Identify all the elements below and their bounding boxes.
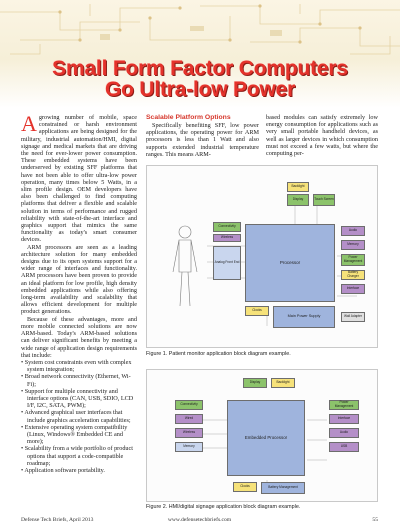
wall-adapter-block: Wall Adapter bbox=[341, 312, 365, 322]
list-item: • Advanced graphical user interfaces that include graphics acceleration capabilities; bbox=[21, 409, 137, 423]
connectivity-block: Connectivity bbox=[175, 400, 203, 410]
interface-block: Interface bbox=[329, 414, 359, 424]
list-item: • Extensive operating system compatibility (Linux, Windows® Embedded CE and more); bbox=[21, 424, 137, 446]
publication-url[interactable]: www.defensetechbriefs.com bbox=[167, 517, 232, 523]
column-3 bbox=[266, 114, 378, 157]
analog-front-end-block: Analog Front End bbox=[213, 246, 241, 280]
audio-block: Audio bbox=[329, 428, 359, 438]
memory-block: Memory bbox=[175, 442, 203, 452]
display-block: Display bbox=[243, 378, 267, 388]
processor-block: Processor bbox=[245, 224, 335, 302]
touch-screen-block: Touch Screen bbox=[313, 194, 335, 206]
battery-charger-block: Battery Charger bbox=[341, 270, 365, 280]
clocks-block: Clocks bbox=[233, 482, 257, 492]
list-item: • Application software portability. bbox=[21, 467, 137, 474]
requirements-list bbox=[21, 359, 137, 474]
article-title-line2: Go Ultra-low Power bbox=[104, 78, 296, 101]
column-2 bbox=[146, 114, 259, 158]
main-power-supply-block: Main Power Supply bbox=[273, 306, 335, 328]
list-item: • System cost constraints even with complex system integration; bbox=[21, 359, 137, 373]
wireless-block: Wireless bbox=[175, 428, 203, 438]
drop-cap: A bbox=[21, 111, 37, 136]
backlight-block: Backlight bbox=[271, 378, 295, 388]
figure-1-caption: Figure 1. Patient monitor application block diagram example. bbox=[146, 351, 291, 357]
connectivity-block: Connectivity bbox=[213, 222, 241, 232]
figure-2-caption: Figure 2. HMI/digital signage application block diagram example. bbox=[146, 504, 301, 510]
page-number: 55 bbox=[372, 517, 378, 523]
paragraph-arm-processors: ARM processors are seen as a leading architecture solution for many embedded designs due to its open systems support for a wider range of interfaces and functionality. ARM processors have been proven to provide an ideal platform for low profile, high density embedded applications while also offering long-term availability and scalability that allows efficient development for multiple product generations. bbox=[21, 243, 137, 316]
list-item: • Support for multiple connectivity and interface options (CAN, USB, SDIO, LCD I/F, I2C, SATA, PWM); bbox=[21, 388, 137, 410]
figure-1-block-diagram bbox=[146, 165, 378, 348]
figure-2-block-diagram bbox=[146, 369, 378, 502]
display-block: Display bbox=[287, 194, 309, 206]
intro-paragraph: Agrowing number of mobile, space constrained or harsh environment applications are being designed for the military, industrial automation/HMI, digital signage and medical markets that are driving the need for ever-lower power consumption. These embedded systems have been underserved by existing SFF platforms that have not been able to offer ultra-low power operation, many times below 5 Watts, in a slim profile design. OEM developers have also been challenged to find computing platforms that deliver a flexible and scalable solution in terms of performance and rugged reliability with state-of-the-art interface and graphics support that mimics the same functionality as today's smart consumer devices. bbox=[21, 111, 137, 244]
paragraph-advantages: Because of these advantages, more and more mobile connected solutions are now ARM-based. Today's ARM-based solutions can deliver significant benefits by meeting a wide range of application design requirements that include: bbox=[21, 315, 137, 359]
paragraph-scalable: Specifically benefiting SFF, low power applications, the operating power for ARM processors is less than 1 Watt and also supports extended industrial temperature ranges. This means ARM- bbox=[146, 122, 259, 158]
memory-block: Memory bbox=[341, 240, 365, 250]
paragraph-continued: based modules can satisfy extremely low energy consumption for applications such as very small portable handheld devices, as well as larger devices in which consumption must not exceed a few watts, but where the computing per- bbox=[266, 114, 378, 158]
power-management-block: Power Management bbox=[341, 254, 365, 266]
list-item: • Broad network connectivity (Ethernet, Wi-Fi); bbox=[21, 373, 137, 387]
backlight-block: Backlight bbox=[287, 182, 309, 192]
wireless-block: Wireless bbox=[213, 234, 241, 242]
power-management-block: Power Management bbox=[329, 400, 359, 410]
article-title-line1: Small Form Factor Computers bbox=[52, 57, 348, 80]
battery-management-block: Battery Management bbox=[261, 482, 305, 494]
clocks-block: Clocks bbox=[245, 306, 269, 316]
column-1 bbox=[21, 111, 137, 474]
embedded-processor-block: Embedded Processor bbox=[227, 400, 305, 476]
publication-name: Defense Tech Briefs, April 2013 bbox=[21, 517, 94, 523]
list-item: • Scalability from a wide portfolio of product options that support a code-compatible roadmap; bbox=[21, 445, 137, 467]
header-banner bbox=[0, 0, 400, 108]
audio-block: Audio bbox=[341, 226, 365, 236]
wired-block: Wired bbox=[175, 414, 203, 424]
interface-block: Interface bbox=[341, 284, 365, 294]
usb-block: USB bbox=[329, 442, 359, 452]
section-heading: Scalable Platform Options bbox=[146, 114, 231, 121]
